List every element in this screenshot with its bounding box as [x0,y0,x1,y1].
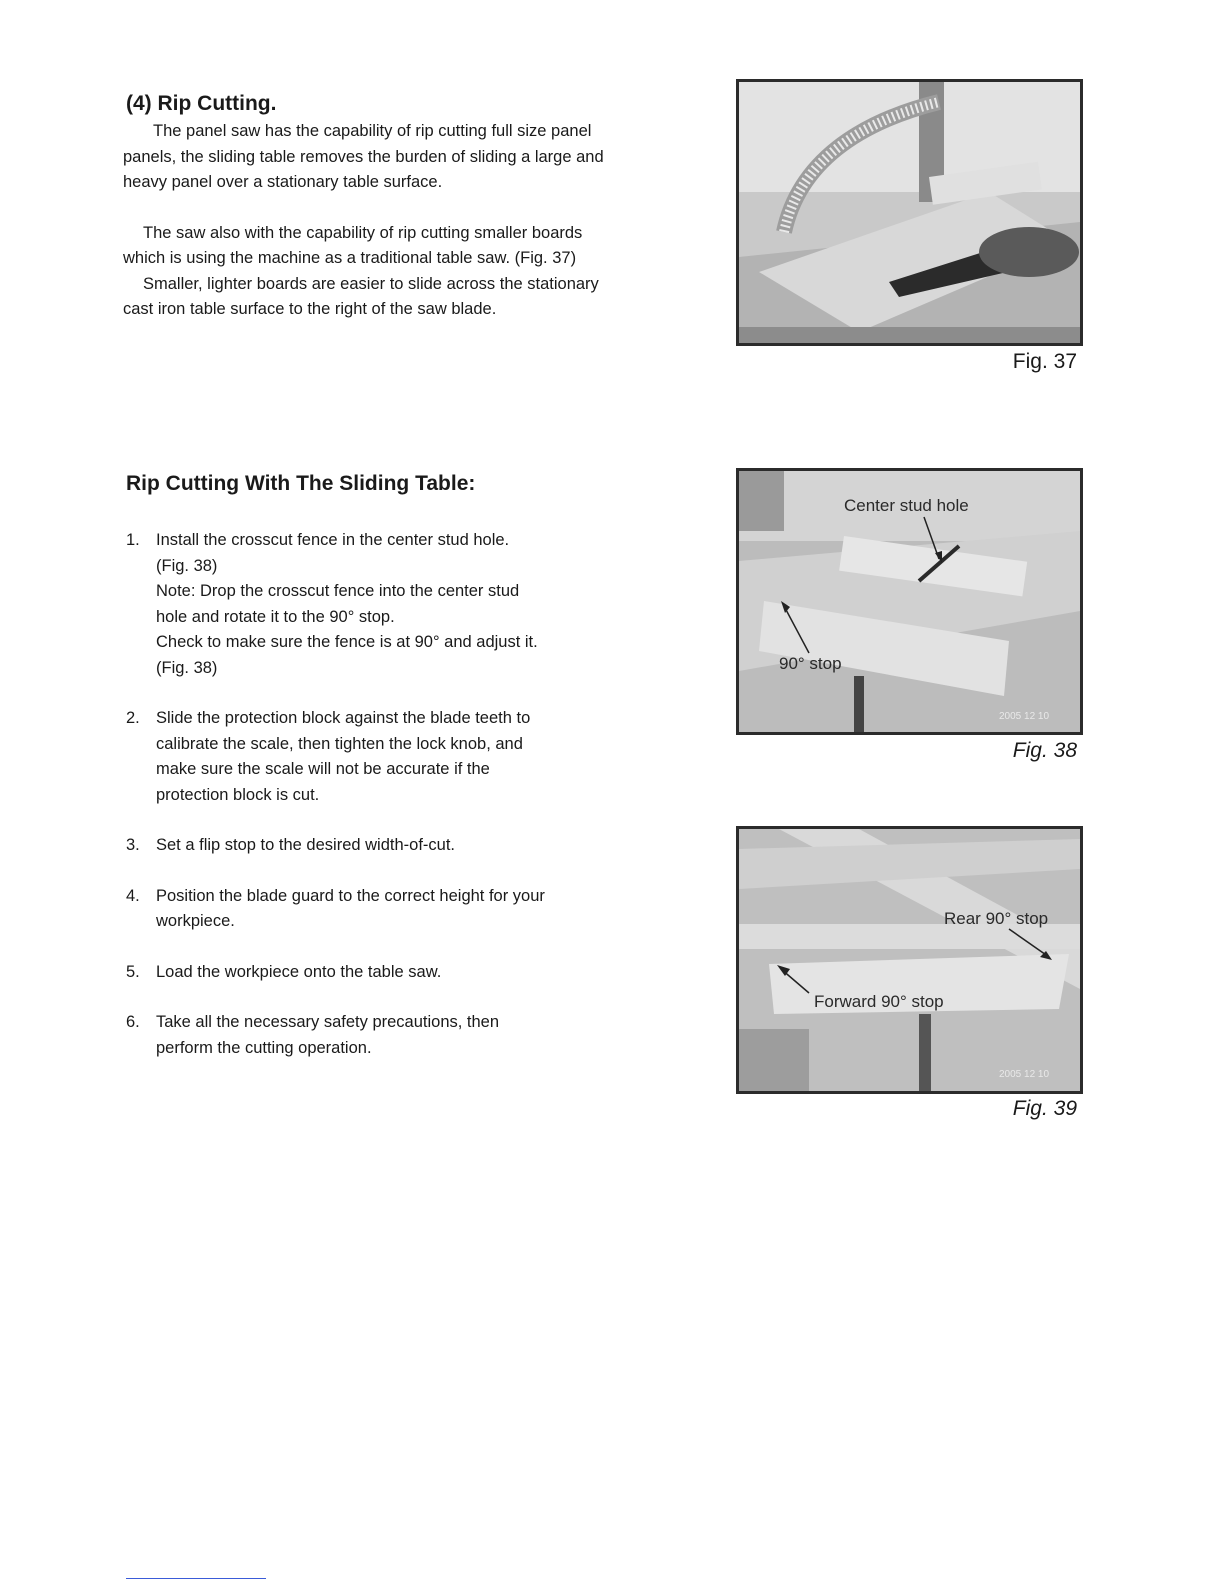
step-line: perform the cutting operation. [156,1038,372,1057]
callout-90-stop: 90° stop [779,654,842,673]
figure-39-caption: Fig. 39 [1012,1097,1077,1120]
paragraph-1: The panel saw has the capability of rip cutting full size panel panels, the sliding table removes the burden of sliding a large and heavy panel over a stationary table surface. [123,122,604,191]
step-number: 3. [126,836,140,854]
step-number: 6. [126,1013,140,1031]
step-item [126,884,616,935]
step-number: 2. [126,709,140,727]
figure-37-caption: Fig. 37 [1012,350,1077,373]
step-line: Take all the necessary safety precautions, then [156,1013,500,1031]
callout-forward-90-stop: Forward 90° stop [814,992,944,1011]
step-item [126,960,616,986]
date-stamp: 2005 12 10 [999,711,1050,722]
steps-list [126,528,616,1086]
step-line: Set a flip stop to the desired width-of-cut. [156,836,455,854]
step-line: hole and rotate it to the 90° stop. [156,607,395,626]
step-number: 1. [126,531,140,549]
step-line: Position the blade guard to the correct height for your [156,886,545,905]
step-line: (Fig. 38) [156,556,218,575]
step-line: protection block is cut. [156,785,320,804]
step-number: 4. [126,886,140,905]
step-line: make sure the scale will not be accurate if the [156,760,490,778]
step-item [126,1010,616,1061]
step-line: calibrate the scale, then tighten the lock knob, and [156,734,523,753]
rip-cutting-body [123,119,613,323]
section-heading-sliding-table: Rip Cutting With The Sliding Table: [126,472,476,495]
step-line: Install the crosscut fence in the center stud hole. [156,531,510,549]
step-line: (Fig. 38) [156,658,218,677]
date-stamp: 2005 12 10 [999,1069,1050,1080]
figure-38-photo [736,468,1083,735]
callout-center-stud-hole: Center stud hole [844,496,969,515]
figure-38-caption: Fig. 38 [1012,739,1077,762]
figure-37-photo [736,79,1083,346]
step-line: Load the workpiece onto the table saw. [156,962,442,981]
footer-rule [126,1578,266,1579]
section-heading-rip-cutting: (4) Rip Cutting. [126,92,277,115]
step-line: Check to make sure the fence is at 90° and adjust it. [156,633,538,651]
callout-rear-90-stop: Rear 90° stop [944,909,1049,928]
step-item [126,833,616,859]
step-line: Note: Drop the crosscut fence into the center stud [156,582,520,600]
paragraph-3: Smaller, lighter boards are easier to slide across the stationary cast iron table surface to the right of the saw blade. [123,274,599,318]
step-line: workpiece. [156,912,235,930]
step-line: Slide the protection block against the blade teeth to [156,709,531,727]
step-item [126,706,616,808]
step-number: 5. [126,962,140,981]
figure-39-photo [736,826,1083,1094]
step-item [126,528,616,681]
paragraph-2: The saw also with the capability of rip cutting smaller boards which is using the machine as a traditional table saw. (Fig. 37) [123,223,583,267]
